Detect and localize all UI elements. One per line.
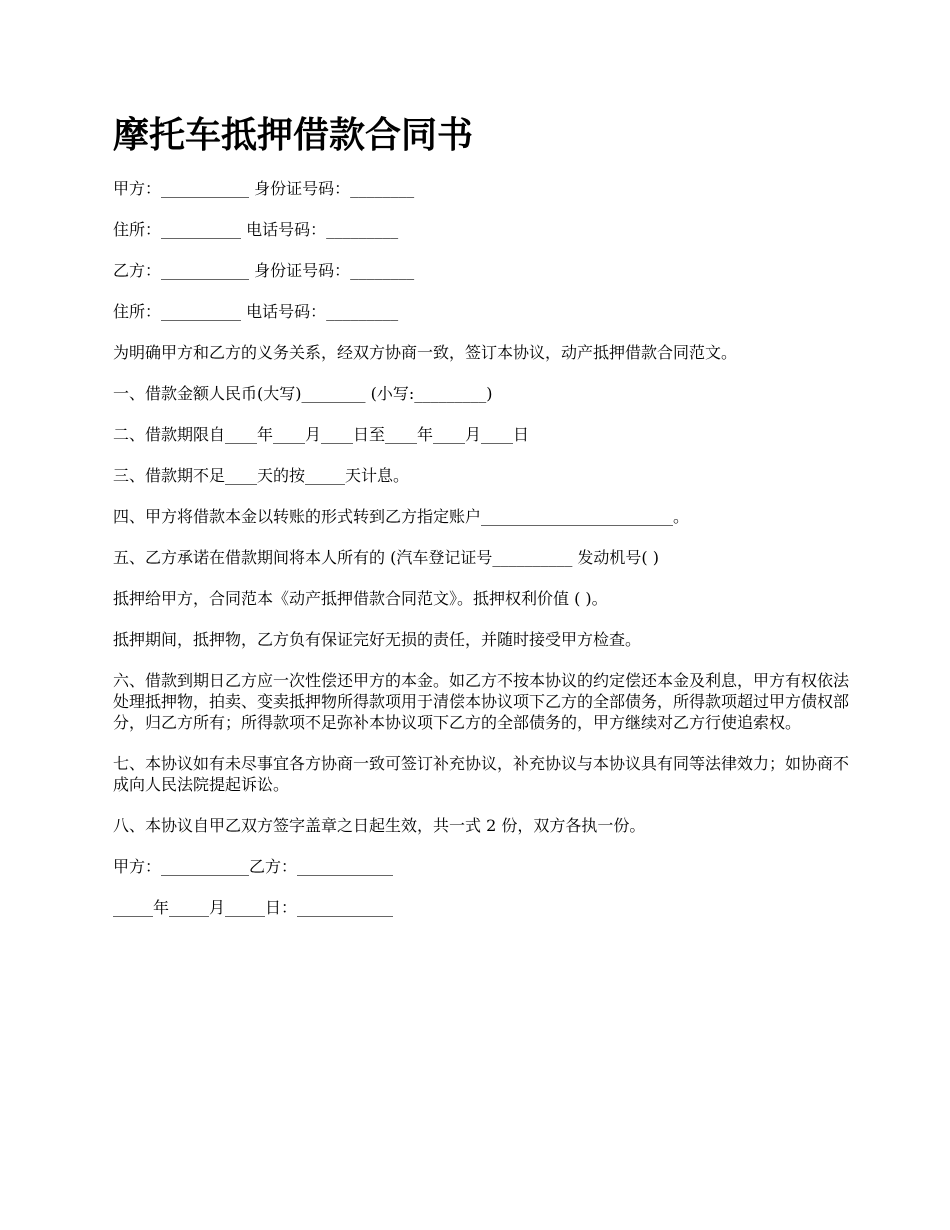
clause-5-continued: 抵押给甲方，合同范本《动产抵押借款合同范文》。抵押权利价值 ( )。 bbox=[113, 589, 608, 608]
collateral-custody-paragraph: 抵押期间，抵押物，乙方负有保证完好无损的责任，并随时接受甲方检查。 bbox=[113, 630, 642, 649]
clause-8-effectiveness: 八、本协议自甲乙双方签字盖章之日起生效，共一式 2 份，双方各执一份。 bbox=[113, 816, 646, 835]
party-a-id-line: 甲方：___________ 身份证号码：________ bbox=[113, 179, 415, 198]
preamble-paragraph: 为明确甲方和乙方的义务关系，经双方协商一致，签订本协议，动产抵押借款合同范文。 bbox=[113, 343, 738, 362]
clause-3-interest: 三、借款期不足____天的按_____天计息。 bbox=[113, 466, 410, 485]
date-line: _____年_____月_____日：____________ bbox=[113, 898, 394, 917]
clause-2-loan-term: 二、借款期限自____年____月____日至____年____月____日 bbox=[113, 425, 530, 444]
signature-line: 甲方：___________乙方：____________ bbox=[113, 857, 394, 876]
clause-7-supplementary: 七、本协议如有未尽事宜各方协商一致可签订补充协议，补充协议与本协议具有同等法律效力；如协商不成向人民法院提起诉讼。 bbox=[113, 754, 850, 794]
clause-4-transfer: 四、甲方将借款本金以转账的形式转到乙方指定账户________________________。 bbox=[113, 507, 690, 526]
document-title: 摩托车抵押借款合同书 bbox=[113, 115, 474, 156]
clause-1-loan-amount: 一、借款金额人民币(大写)________ (小写:_________) bbox=[113, 384, 493, 403]
party-b-id-line: 乙方：___________ 身份证号码：________ bbox=[113, 261, 415, 280]
clause-6-repayment: 六、借款到期日乙方应一次性偿还甲方的本金。如乙方不按本协议的约定偿还本金及利息，甲方有权依法处理抵押物，拍卖、变卖抵押物所得款项用于清偿本协议项下乙方的全部债务，所得款项超过甲方债权部分，归乙方所有；所得款项不足弥补本协议项下乙方的全部债务的，甲方继续对乙方行使追索权。 bbox=[113, 671, 850, 732]
document-page bbox=[113, 112, 855, 938]
party-b-address-line: 住所：__________ 电话号码：_________ bbox=[113, 302, 399, 321]
clause-5-collateral: 五、乙方承诺在借款期间将本人所有的 (汽车登记证号__________ 发动机号( ) bbox=[113, 548, 659, 567]
party-a-address-line: 住所：__________ 电话号码：_________ bbox=[113, 220, 399, 239]
